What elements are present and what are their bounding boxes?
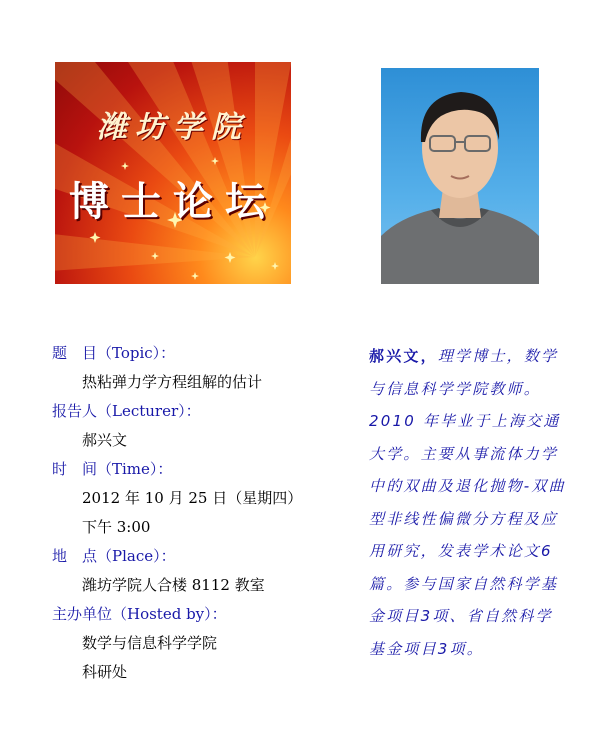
topic-label: 题 目（Topic）： [52, 344, 176, 362]
lecturer-label: 报告人（Lecturer）： [52, 402, 201, 420]
portrait-photo-icon [381, 68, 539, 284]
host-value-college: 数学与信息科学学院 [82, 634, 218, 652]
banner-school-name: 潍坊学院 [97, 110, 249, 145]
doctor-forum-banner [55, 62, 291, 284]
bio-speaker-name: 郝兴文， [369, 347, 438, 365]
banner-forum-title: 博士论坛 [69, 178, 277, 225]
host-value-office: 科研处 [82, 663, 128, 681]
topic-value: 热粘弹力学方程组解的估计 [82, 373, 263, 391]
host-label: 主办单位（Hosted by）： [52, 605, 227, 623]
time-date: 2012 年 10 月 25 日（星期四） [82, 489, 303, 507]
lecturer-value: 郝兴文 [82, 431, 128, 449]
time-clock: 下午 3:00 [82, 518, 151, 536]
speaker-bio [369, 340, 569, 665]
time-label: 时 间（Time）： [52, 460, 173, 478]
speaker-portrait [381, 68, 539, 284]
place-value: 潍坊学院人合楼 8112 教室 [82, 576, 265, 594]
bio-text: 理学博士，数学与信息科学学院教师。2010 年毕业于上海交通大学。主要从事流体力学中的双曲及退化抛物-双曲型非线性偏微分方程及应用研究，发表学术论文6篇。参与国家自然科学基金项目3项、省自然科学基金项目3项。 [369, 347, 566, 658]
place-label: 地 点（Place）： [52, 547, 176, 565]
